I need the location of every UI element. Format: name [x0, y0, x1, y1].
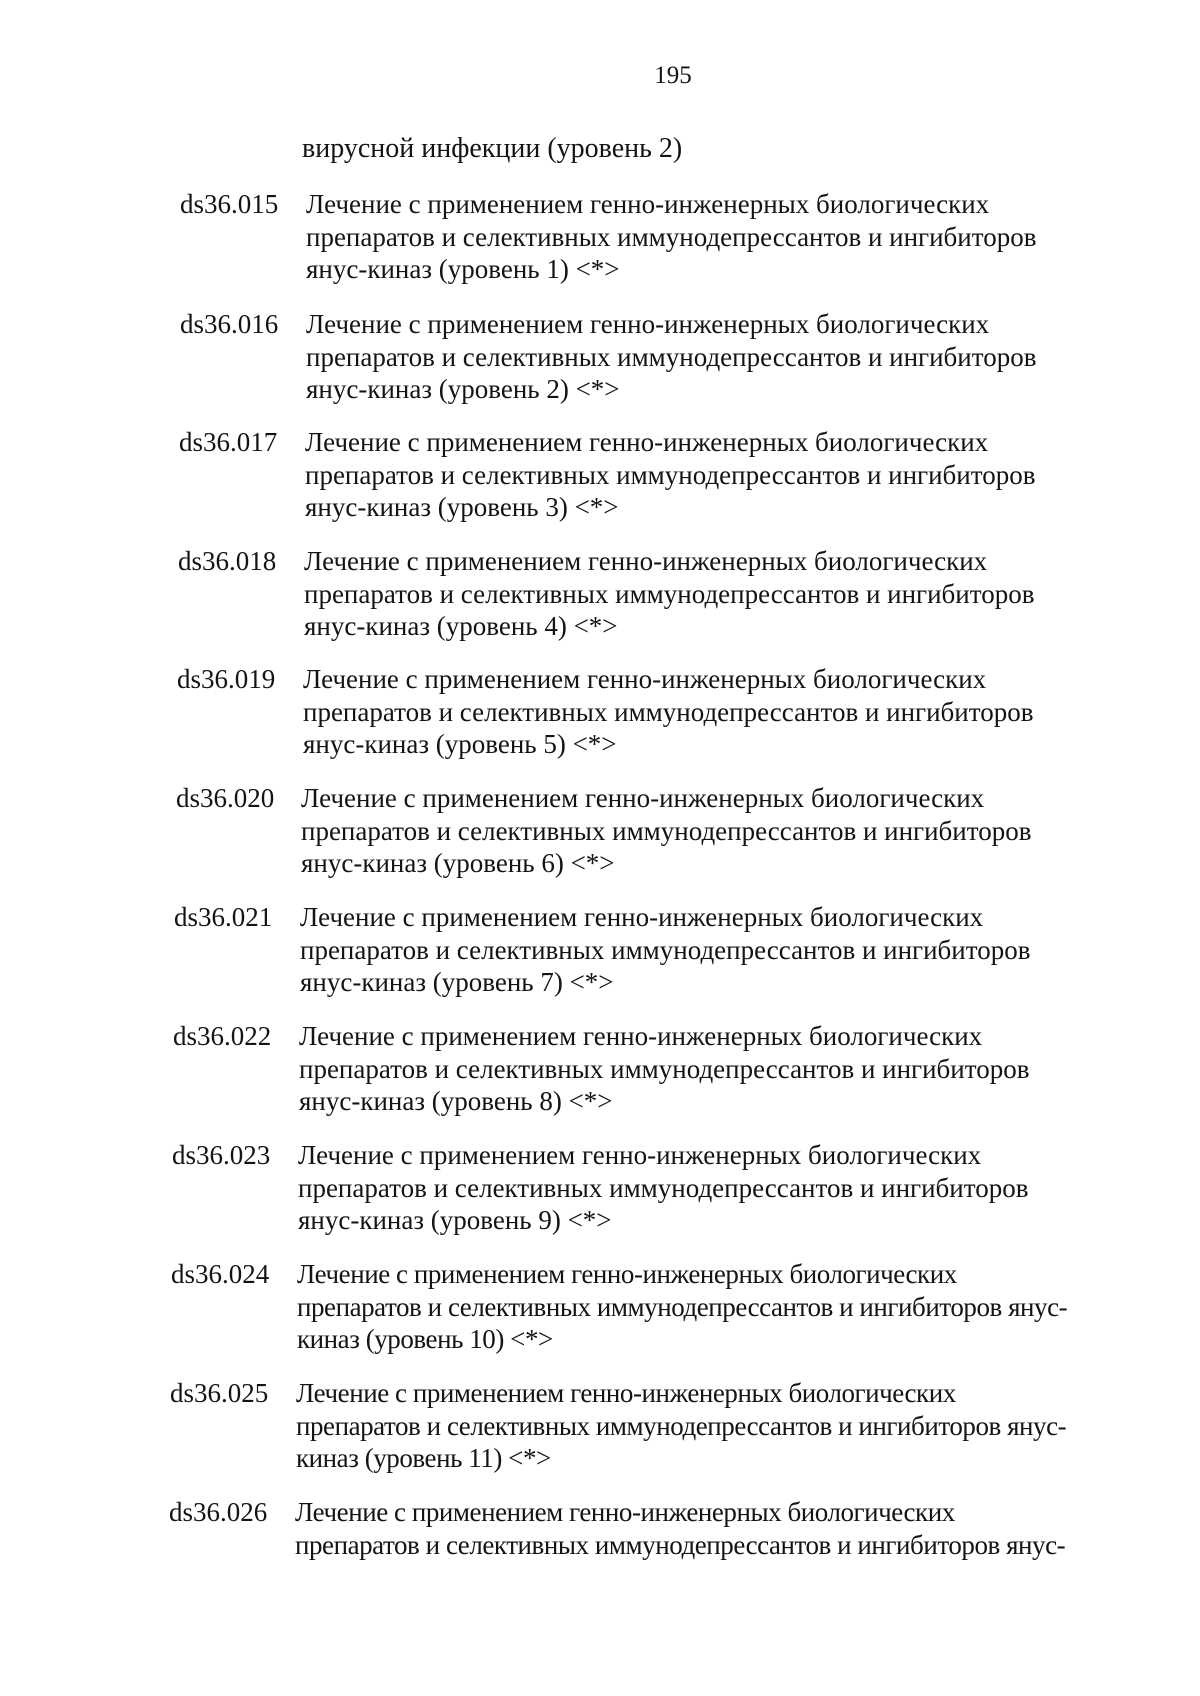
description-line: янус-киназ (уровень 6) <*>: [301, 848, 615, 878]
description-line: препаратов и селективных иммунодепрессантов и ингибиторов янус-: [297, 1291, 1068, 1322]
description-line: Лечение с применением генно-инженерных биологических: [306, 189, 990, 219]
entry-code: ds36.023: [172, 1140, 271, 1170]
description-line: Лечение с применением генно-инженерных биологических: [299, 1021, 983, 1051]
entry-description: [305, 426, 1035, 524]
entry-code: ds36.021: [174, 902, 273, 932]
description-line: Лечение с применением генно-инженерных биологических: [303, 664, 987, 694]
description-line: янус-киназ (уровень 4) <*>: [304, 611, 618, 641]
entry-description: [299, 1020, 1029, 1118]
description-line: препаратов и селективных иммунодепрессантов и ингибиторов: [303, 696, 1034, 727]
description-line: препаратов и селективных иммунодепрессантов и ингибиторов: [299, 1053, 1030, 1084]
entry-code: ds36.024: [171, 1259, 270, 1289]
description-line: Лечение с применением генно-инженерных биологических: [306, 309, 990, 339]
list-item: [0, 1139, 1200, 1237]
entry-code: ds36.020: [176, 783, 275, 813]
entry-description: [298, 1139, 1028, 1237]
list-item: [0, 1258, 1200, 1356]
description-line: препаратов и селективных иммунодепрессантов и ингибиторов: [306, 341, 1037, 372]
description-line: препаратов и селективных иммунодепрессантов и ингибиторов: [298, 1172, 1029, 1203]
description-line: Лечение с применением генно-инженерных биологических: [295, 1497, 955, 1527]
list-item: [0, 1496, 1200, 1561]
description-line: препаратов и селективных иммунодепрессантов и ингибиторов: [305, 459, 1036, 490]
entry-description: [297, 1258, 1067, 1356]
description-line: Лечение с применением генно-инженерных биологических: [300, 902, 984, 932]
list-item: [0, 188, 1200, 286]
list-item: [0, 782, 1200, 880]
entry-code: ds36.015: [180, 189, 279, 219]
description-line: киназ (уровень 10) <*>: [297, 1324, 553, 1354]
continuation-text: вирусной инфекции (уровень 2): [302, 133, 683, 164]
entry-description: [303, 663, 1033, 761]
description-line: янус-киназ (уровень 7) <*>: [300, 967, 614, 997]
entry-description: [300, 901, 1030, 999]
description-line: киназ (уровень 11) <*>: [296, 1443, 551, 1473]
description-line: препаратов и селективных иммунодепрессантов и ингибиторов янус-: [296, 1410, 1067, 1441]
description-line: Лечение с применением генно-инженерных биологических: [297, 1259, 957, 1289]
description-line: янус-киназ (уровень 8) <*>: [299, 1086, 613, 1116]
description-line: Лечение с применением генно-инженерных биологических: [298, 1140, 982, 1170]
list-item: [0, 545, 1200, 643]
entry-description: [295, 1496, 1065, 1561]
list-item: [0, 1377, 1200, 1475]
list-item: [0, 1020, 1200, 1118]
entry-description: [306, 188, 1036, 286]
page-number: 195: [654, 62, 692, 89]
list-item: [0, 901, 1200, 999]
description-line: препаратов и селективных иммунодепрессантов и ингибиторов: [300, 934, 1031, 965]
entry-description: [304, 545, 1034, 643]
description-line: янус-киназ (уровень 2) <*>: [306, 374, 620, 404]
list-item: [0, 426, 1200, 524]
description-line: Лечение с применением генно-инженерных биологических: [305, 427, 989, 457]
entry-description: [306, 308, 1036, 406]
description-line: Лечение с применением генно-инженерных биологических: [304, 546, 988, 576]
entry-code: ds36.019: [177, 664, 276, 694]
description-line: препаратов и селективных иммунодепрессантов и ингибиторов: [301, 815, 1032, 846]
description-line: янус-киназ (уровень 9) <*>: [298, 1205, 612, 1235]
entry-description: [301, 782, 1031, 880]
description-line: янус-киназ (уровень 5) <*>: [303, 729, 617, 759]
entry-code: ds36.016: [180, 309, 279, 339]
description-line: препаратов и селективных иммунодепрессантов и ингибиторов: [306, 221, 1037, 252]
entry-code: ds36.018: [178, 546, 277, 576]
list-item: [0, 308, 1200, 406]
entry-code: ds36.017: [179, 427, 278, 457]
entry-code: ds36.026: [169, 1497, 268, 1527]
entry-code: ds36.025: [170, 1378, 269, 1408]
description-line: препаратов и селективных иммунодепрессантов и ингибиторов: [304, 578, 1035, 609]
description-line: препаратов и селективных иммунодепрессантов и ингибиторов янус-: [295, 1529, 1066, 1560]
description-line: Лечение с применением генно-инженерных биологических: [301, 783, 985, 813]
list-item: [0, 663, 1200, 761]
description-line: Лечение с применением генно-инженерных биологических: [296, 1378, 956, 1408]
description-line: янус-киназ (уровень 1) <*>: [306, 254, 620, 284]
description-line: янус-киназ (уровень 3) <*>: [305, 492, 619, 522]
entry-description: [296, 1377, 1066, 1475]
entry-code: ds36.022: [173, 1021, 272, 1051]
